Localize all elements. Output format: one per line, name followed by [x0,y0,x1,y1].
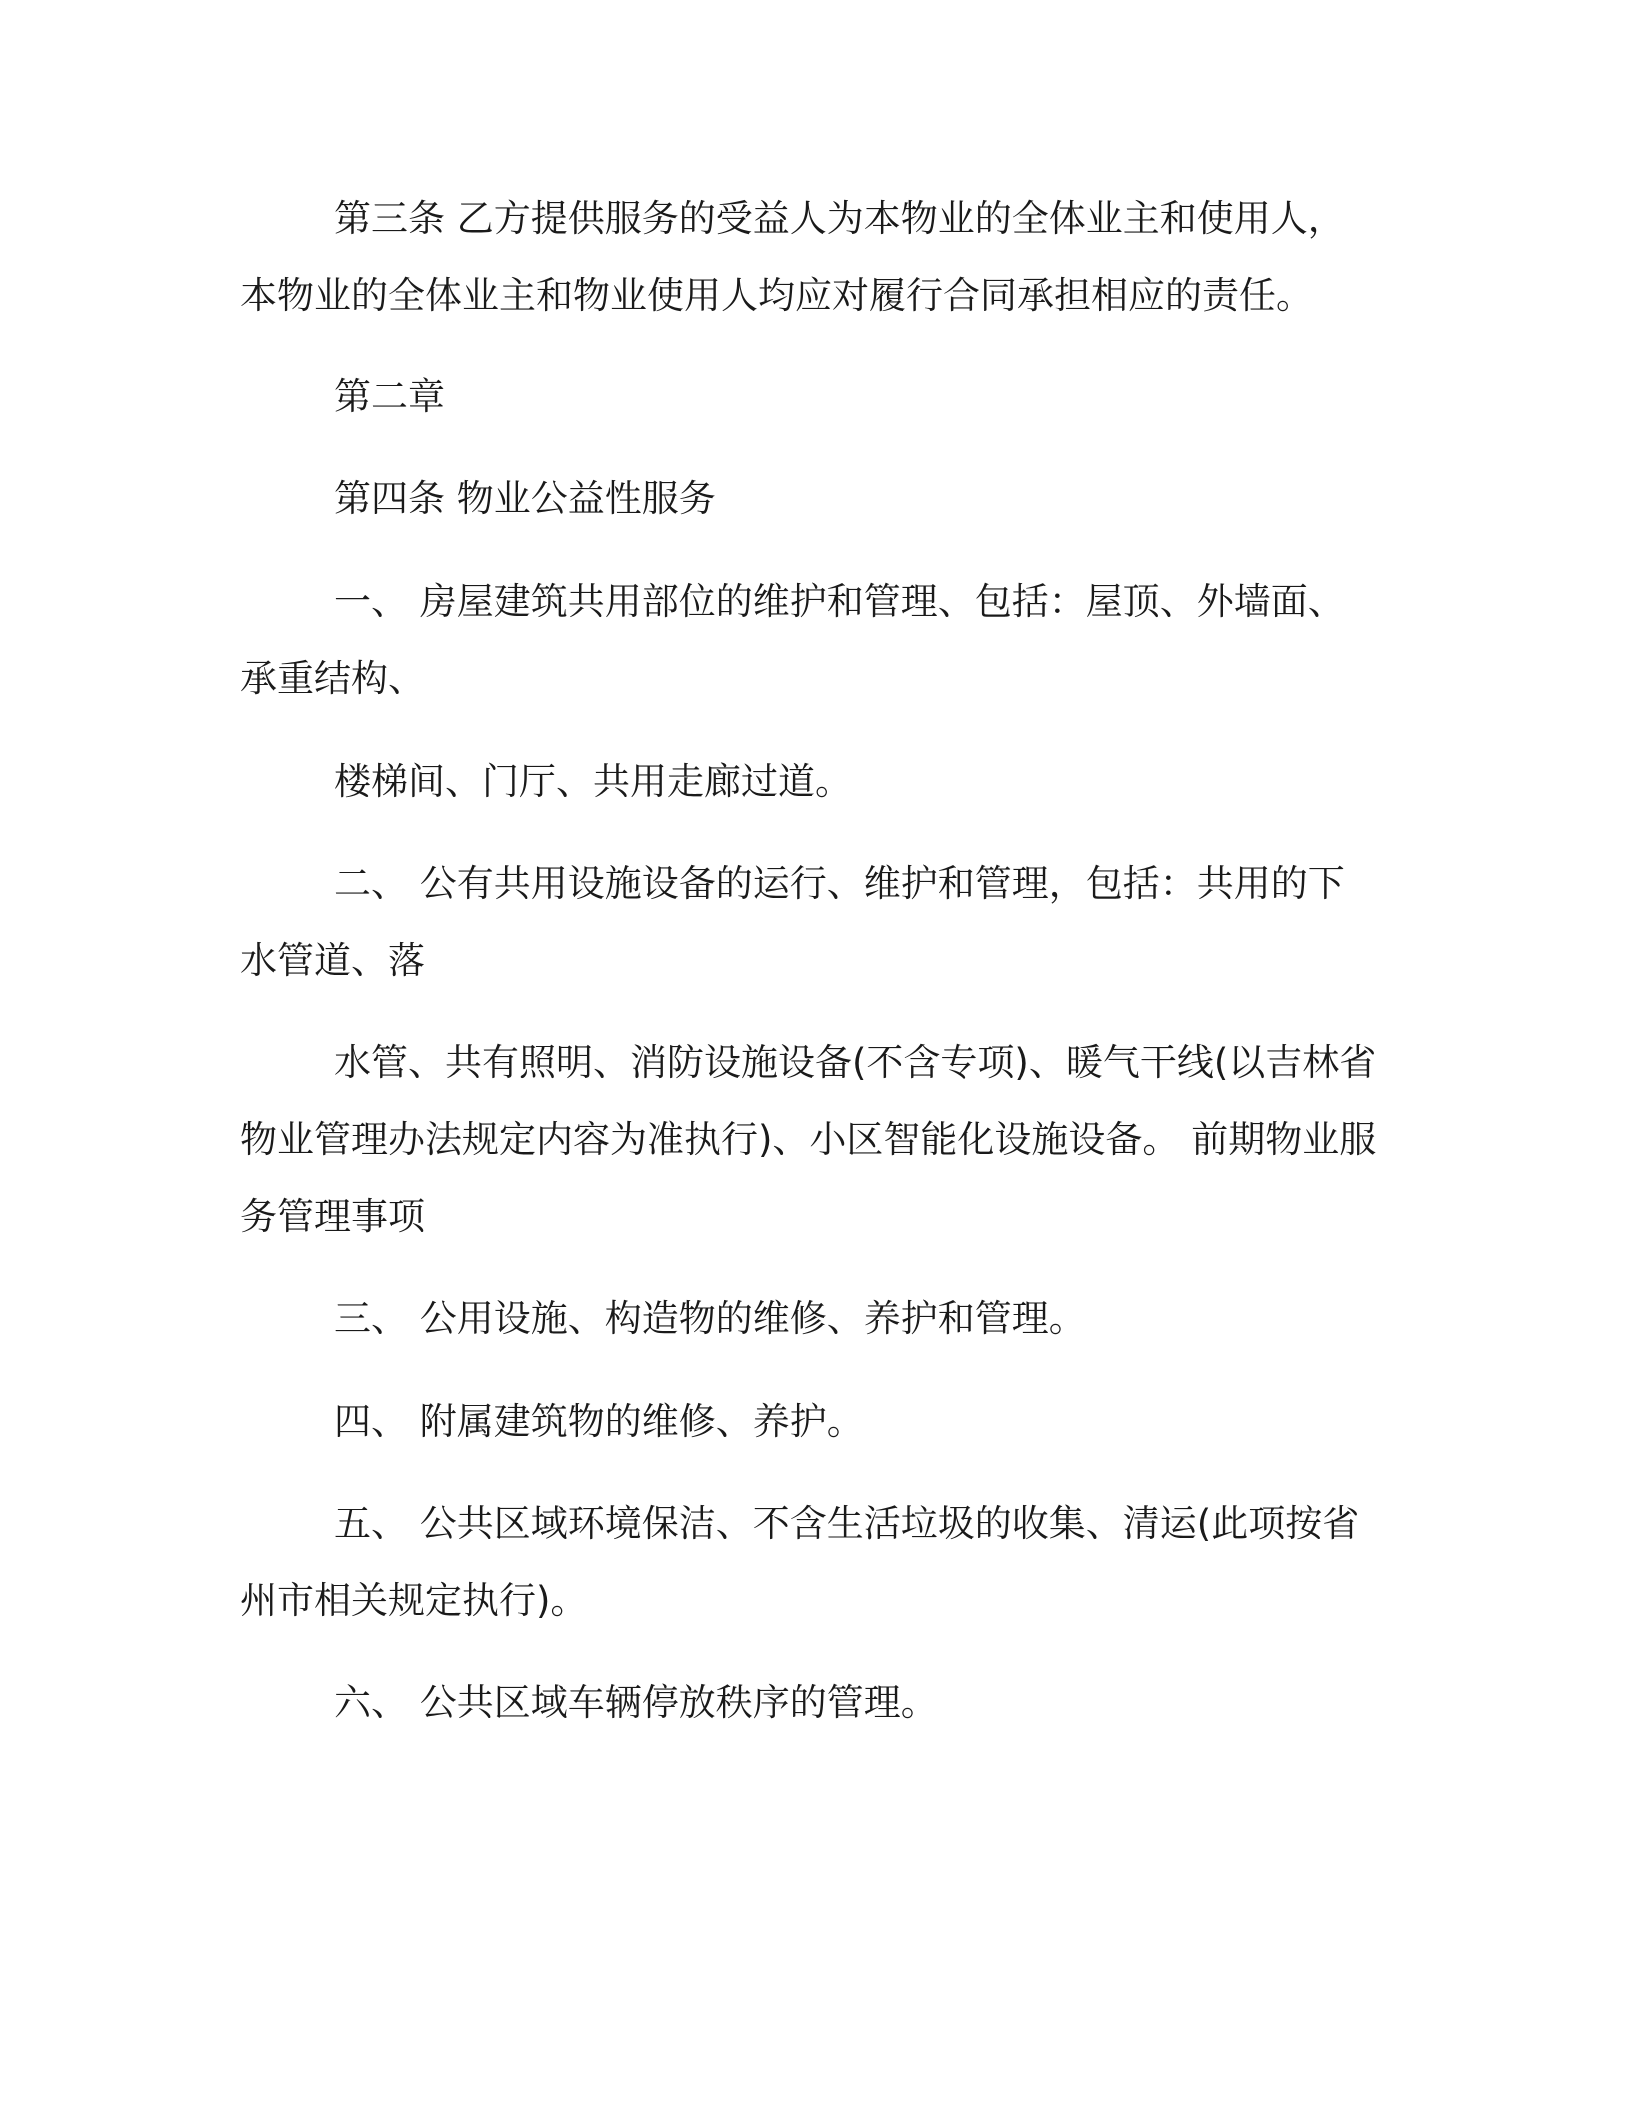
item-1-paragraph: 一、 房屋建筑共用部位的维护和管理、包括：屋顶、外墙面、承重结构、 [240,580,1345,700]
item-4-paragraph: 四、 附属建筑物的维修、养护。 [334,1400,864,1443]
item-2-paragraph: 二、 公有共用设施设备的运行、维护和管理，包括：共用的下水管道、落 [240,862,1345,982]
item-6-paragraph: 六、 公共区域车辆停放秩序的管理。 [334,1681,938,1724]
item-1-continuation: 楼梯间、门厅、共用走廊过道。 [334,760,852,803]
chapter-2-heading: 第二章 [334,375,445,418]
item-5-paragraph: 五、 公共区域环境保洁、不含生活垃圾的收集、清运(此项按省州市相关规定执行)。 [240,1502,1360,1622]
item-2-continuation: 水管、共有照明、消防设施设备(不含专项)、暖气干线(以吉林省物业管理办法规定内容为准执行)、小区智能化设施设备。 前期物业服务管理事项 [240,1041,1377,1238]
article-3-paragraph: 第三条 乙方提供服务的受益人为本物业的全体业主和使用人，本物业的全体业主和物业使用人均应对履行合同承担相应的责任。 [240,197,1345,317]
article-4-heading: 第四条 物业公益性服务 [334,477,716,520]
item-3-paragraph: 三、 公用设施、构造物的维修、养护和管理。 [334,1297,1086,1340]
